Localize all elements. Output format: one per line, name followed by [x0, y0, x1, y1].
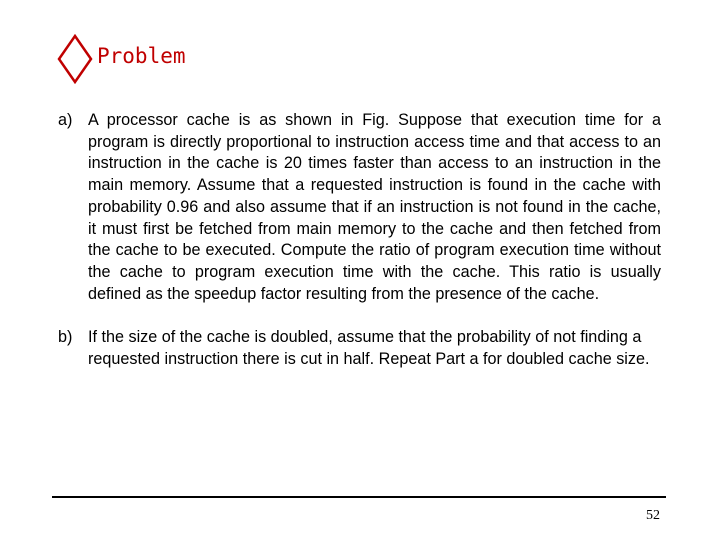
- item-marker-a: a): [58, 111, 73, 129]
- item-marker-b: b): [58, 328, 73, 347]
- problem-item-b: [58, 327, 661, 370]
- item-text-a: A processor cache is as shown in Fig. Suppose that execution time for a program is directly proportional to instruction access time and that access to an instruction in the cache is 20 times faster than access to an instruction in the main memory. Assume that a requested instruction is found in the cache with probability 0.96 and also assume that if an instruction is not found in the cache, it must first be fetched from main memory to the cache and then fetched from the cache to be executed. Compute the ratio of program execution time without the cache to program execution time with the cache. This ratio is usually defined as the speedup factor resulting from the presence of the cache.: [88, 111, 661, 303]
- item-text-b: If the size of the cache is doubled, assume that the probability of not finding a requested instruction there is cut in half. Repeat Part a for doubled cache size.: [88, 328, 650, 369]
- slide-title: Problem: [97, 44, 186, 68]
- title-diamond-icon: [57, 34, 93, 84]
- page-number: 52: [646, 508, 660, 523]
- problem-item-a: [58, 110, 661, 305]
- footer-divider: [52, 496, 666, 498]
- problem-list: [58, 110, 661, 371]
